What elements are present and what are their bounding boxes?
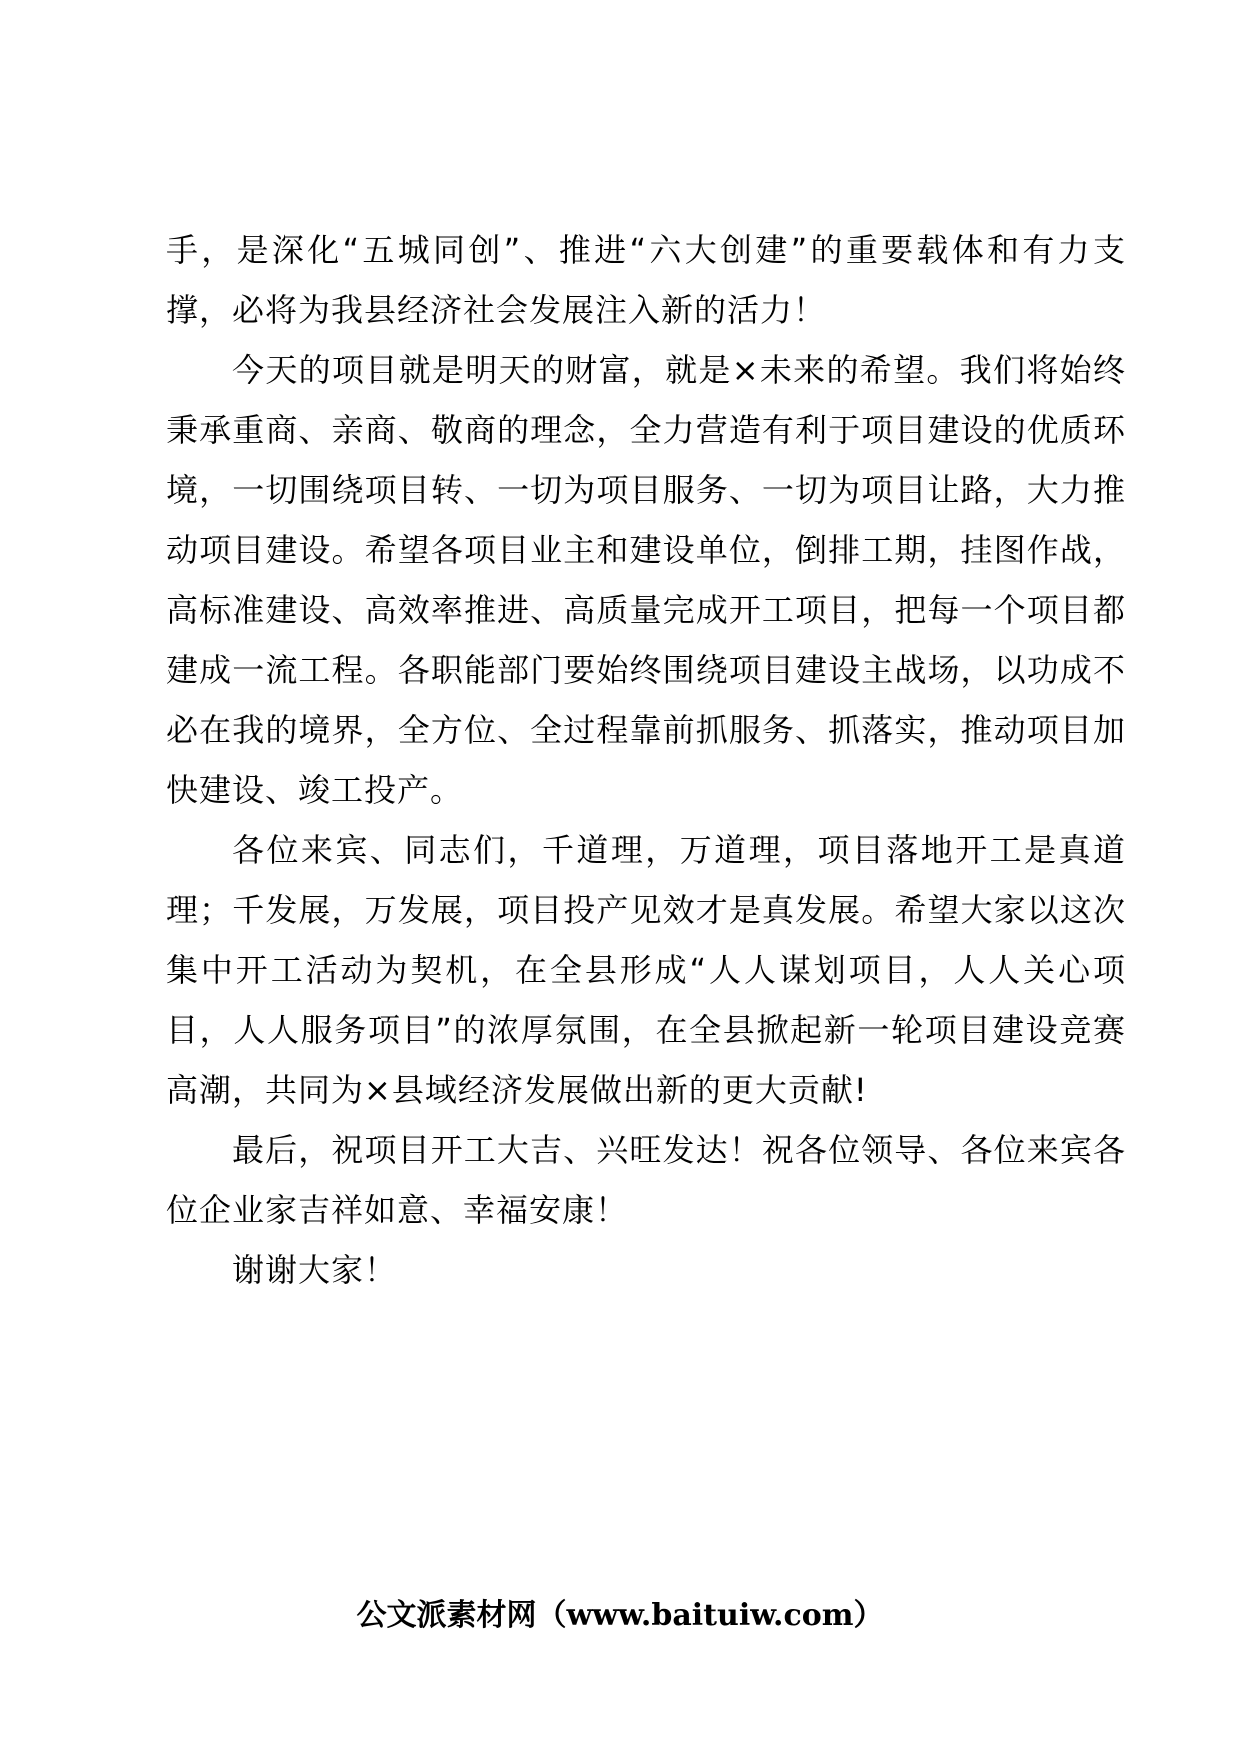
paragraph-3: 各位来宾、同志们，千道理，万道理，项目落地开工是真道理；千发展，万发展，项目投产见效才是真发展。希望大家以这次集中开工活动为契机，在全县形成“人人谋划项目，人人关心项目，人人服务项目”的浓厚氛围，在全县掀起新一轮项目建设竞赛高潮，共同为×县域经济发展做出新的更大贡献!	[166, 831, 1126, 1109]
paragraph-5: 谢谢大家！	[232, 1251, 398, 1289]
paragraph-2: 今天的项目就是明天的财富，就是×未来的希望。我们将始终秉承重商、亲商、敬商的理念，全力营造有利于项目建设的优质环境，一切围绕项目转、一切为项目服务、一切为项目让路，大力推动项目建设。希望各项目业主和建设单位，倒排工期，挂图作战，高标准建设、高效率推进、高质量完成开工项目，把每一个项目都建成一流工程。各职能部门要始终围绕项目建设主战场，以功成不必在我的境界，全方位、全过程靠前抓服务、抓落实，推动项目加快建设、竣工投产。	[166, 351, 1126, 809]
document-body	[166, 220, 1126, 1300]
footer-watermark: 公文派素材网（www.baituiw.com）	[356, 1598, 884, 1633]
paragraph-1: 手，是深化“五城同创”、推进“六大创建”的重要载体和有力支撑，必将为我县经济社会发展注入新的活力！	[166, 231, 1126, 329]
paragraph-4: 最后，祝项目开工大吉、兴旺发达！祝各位领导、各位来宾各位企业家吉祥如意、幸福安康！	[166, 1131, 1126, 1229]
